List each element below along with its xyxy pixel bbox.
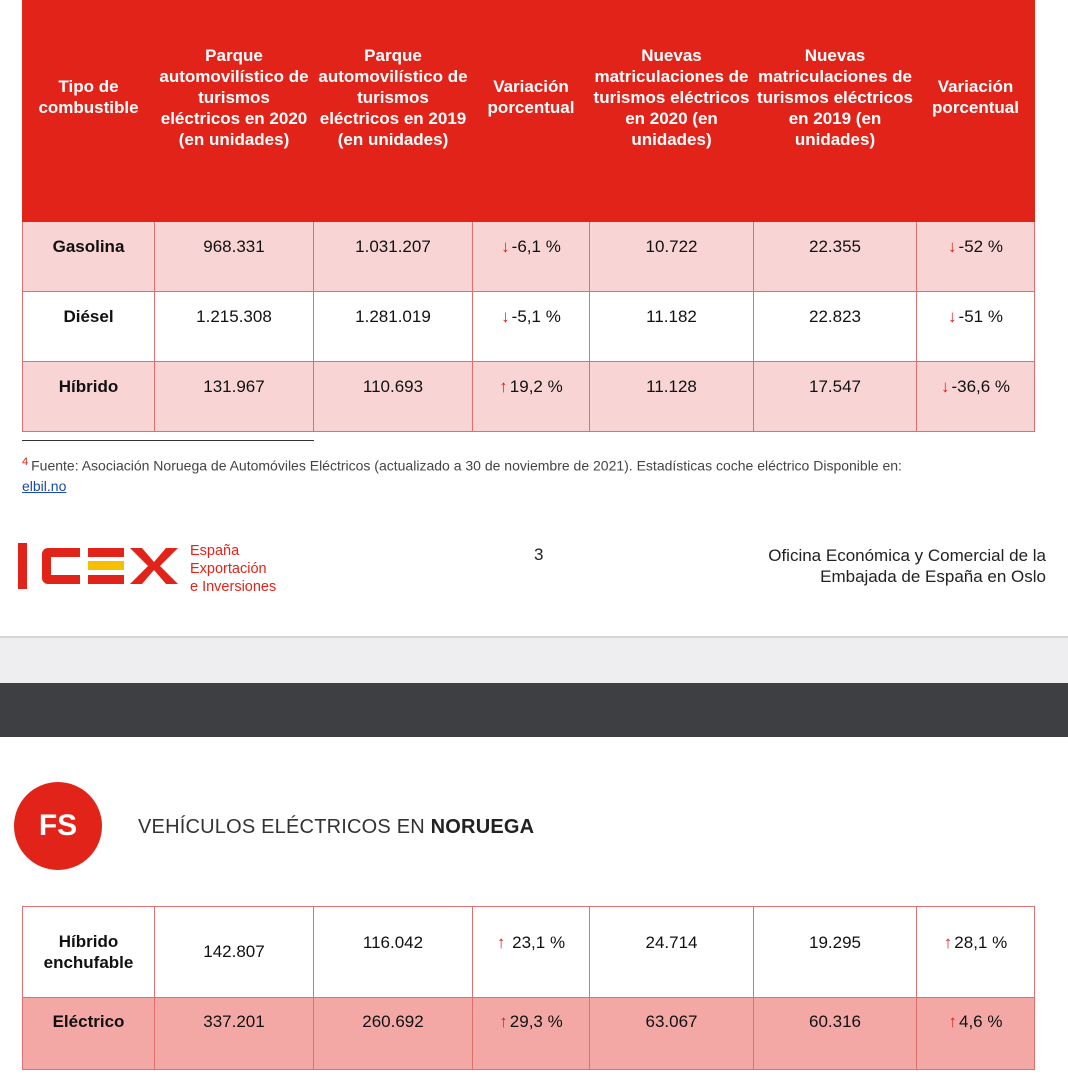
cell-parque-2020: 968.331 xyxy=(155,222,314,292)
header-cell: Variación porcentual xyxy=(917,1,1035,222)
cell-parque-2020: 1.215.308 xyxy=(155,292,314,362)
cell-matric-2019: 60.316 xyxy=(754,998,917,1070)
arrow-down-icon: ↓ xyxy=(948,236,957,256)
row-label: Eléctrico xyxy=(23,998,155,1070)
header-cell: Tipo de combustible xyxy=(23,1,155,222)
footnote-link[interactable]: elbil.no xyxy=(22,477,67,494)
cell-matric-2020: 63.067 xyxy=(590,998,754,1070)
icex-tagline: España Exportación e Inversiones xyxy=(190,543,277,595)
row-label: Gasolina xyxy=(23,222,155,292)
row-label: Diésel xyxy=(23,292,155,362)
header-cell: Variación porcentual xyxy=(473,1,590,222)
cell-matric-2019: 22.823 xyxy=(754,292,917,362)
cell-parque-2019: 260.692 xyxy=(314,998,473,1070)
cell-matric-2020: 11.182 xyxy=(590,292,754,362)
table-row xyxy=(23,222,1035,292)
table-row xyxy=(23,998,1035,1070)
arrow-down-icon: ↓ xyxy=(501,306,510,326)
cell-parque-2020: 131.967 xyxy=(155,362,314,432)
cell-variacion-matric: ↓ -51 % xyxy=(917,292,1035,362)
cell-matric-2019: 22.355 xyxy=(754,222,917,292)
arrow-up-icon: ↑ xyxy=(496,933,506,952)
cell-variacion-parque: ↓ -5,1 % xyxy=(473,292,590,362)
page-header-band xyxy=(0,683,1068,737)
cell-matric-2019: 17.547 xyxy=(754,362,917,432)
footnote-text: Fuente: Asociación Noruega de Automóviles Eléctricos (actualizado a 30 de noviembre de 2021). Estadísticas coche eléctrico Disponible en: xyxy=(31,457,902,474)
cell-matric-2019: 19.295 xyxy=(754,907,917,998)
header-cell: Nuevas matriculaciones de turismos eléctricos en 2019 (en unidades) xyxy=(754,1,917,222)
page-title: VEHÍCULOS ELÉCTRICOS EN NORUEGA xyxy=(138,816,535,838)
header-cell: Parque automovilístico de turismos eléctricos en 2020 (en unidades) xyxy=(155,1,314,222)
arrow-down-icon: ↓ xyxy=(501,236,510,256)
header-cell: Parque automovilístico de turismos eléctricos en 2019 (en unidades) xyxy=(314,1,473,222)
arrow-down-icon: ↓ xyxy=(948,306,957,326)
arrow-up-icon: ↑ xyxy=(499,376,508,396)
row-label: Híbrido enchufable xyxy=(23,907,155,998)
cell-variacion-matric: ↓ -52 % xyxy=(917,222,1035,292)
cell-parque-2019: 110.693 xyxy=(314,362,473,432)
table-row xyxy=(23,907,1035,998)
fuel-table-top xyxy=(22,0,1035,432)
cell-variacion-parque: ↑ 19,2 % xyxy=(473,362,590,432)
arrow-up-icon: ↑ xyxy=(499,1011,508,1031)
arrow-up-icon: ↑ xyxy=(948,1011,957,1031)
office-name: Oficina Económica y Comercial de la Embajada de España en Oslo xyxy=(768,546,1046,586)
cell-variacion-matric: ↑ 28,1 % xyxy=(917,907,1035,998)
cell-variacion-parque: ↓ -6,1 % xyxy=(473,222,590,292)
cell-parque-2019: 1.031.207 xyxy=(314,222,473,292)
fs-badge: FS xyxy=(14,782,102,870)
footnote xyxy=(22,452,1062,496)
cell-parque-2020: 142.807 xyxy=(155,907,314,998)
cell-variacion-parque: ↑ 29,3 % xyxy=(473,998,590,1070)
cell-matric-2020: 10.722 xyxy=(590,222,754,292)
footnote-divider xyxy=(22,440,314,441)
header-cell: Nuevas matriculaciones de turismos eléctricos en 2020 (en unidades) xyxy=(590,1,754,222)
table-header-row xyxy=(23,1,1035,222)
table-row xyxy=(23,292,1035,362)
cell-matric-2020: 11.128 xyxy=(590,362,754,432)
cell-matric-2020: 24.714 xyxy=(590,907,754,998)
cell-parque-2019: 1.281.019 xyxy=(314,292,473,362)
footnote-number: 4 xyxy=(22,456,29,468)
row-label: Híbrido xyxy=(23,362,155,432)
fuel-table-bottom xyxy=(22,906,1035,1070)
cell-parque-2019: 116.042 xyxy=(314,907,473,998)
arrow-down-icon: ↓ xyxy=(940,376,950,396)
page-number: 3 xyxy=(534,545,544,564)
cell-variacion-parque: ↑ 23,1 % xyxy=(473,907,590,998)
table-row xyxy=(23,362,1035,432)
page-gap xyxy=(0,636,1068,685)
cell-variacion-matric: ↓ -36,6 % xyxy=(917,362,1035,432)
arrow-up-icon: ↑ xyxy=(943,933,953,952)
cell-parque-2020: 337.201 xyxy=(155,998,314,1070)
cell-variacion-matric: ↑ 4,6 % xyxy=(917,998,1035,1070)
